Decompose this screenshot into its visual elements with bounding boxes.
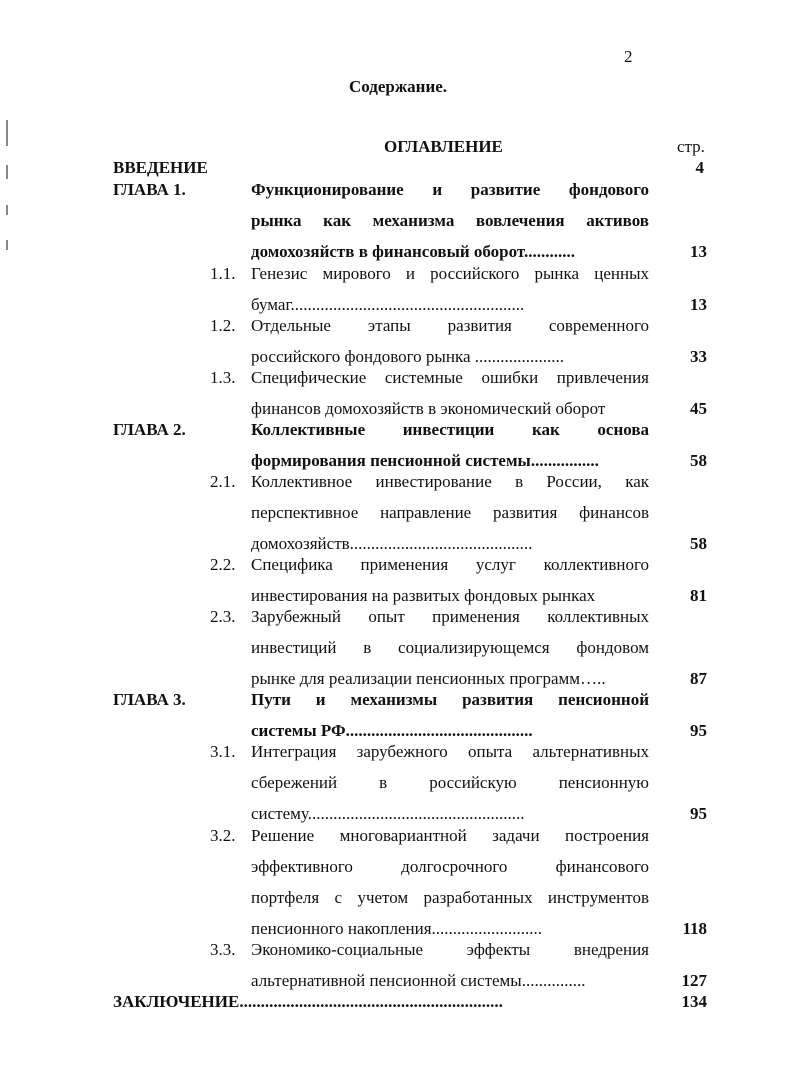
toc-section-line: Зарубежный опыт применения коллективных — [251, 607, 649, 626]
toc-section-line: Экономико-социальные эффекты внедрения — [251, 940, 649, 959]
toc-section-page: 87 — [690, 669, 707, 688]
toc-section-line: российского фондового рынка ..................... — [251, 347, 564, 366]
toc-section-line: перспективное направление развития финансов — [251, 503, 649, 522]
toc-section-number: 2.1. — [210, 472, 236, 491]
toc-section-line: Решение многовариантной задачи построения — [251, 826, 649, 845]
toc-section-number: 1.1. — [210, 264, 236, 283]
toc-chapter-label: ГЛАВА 1. — [113, 180, 186, 199]
toc-section-line: домохозяйств........................................... — [251, 534, 533, 553]
toc-section-line: пенсионного накопления.......................... — [251, 919, 543, 938]
scan-mark — [6, 240, 8, 250]
toc-section-line: Интеграция зарубежного опыта альтернативных — [251, 742, 649, 761]
toc-intro-label: ВВЕДЕНИЕ — [113, 158, 208, 177]
toc-section-line: альтернативной пенсионной системы............... — [251, 971, 586, 990]
scan-mark — [6, 165, 8, 179]
toc-section-line: Отдельные этапы развития современного — [251, 316, 649, 335]
toc-section-number: 1.2. — [210, 316, 236, 335]
toc-title: ОГЛАВЛЕНИЕ — [384, 137, 503, 156]
toc-chapter-title-line: Пути и механизмы развития пенсионной — [251, 690, 649, 709]
toc-chapter-title-line: рынка как механизма вовлечения активов — [251, 211, 649, 230]
toc-section-page: 81 — [690, 586, 707, 605]
toc-section-line: бумаг....................................................... — [251, 295, 525, 314]
toc-chapter-page: 58 — [690, 451, 707, 470]
toc-conclusion-leader: .............................................................. — [239, 992, 503, 1011]
toc-section-line: рынке для реализации пенсионных программ….. — [251, 669, 606, 688]
scan-mark — [6, 205, 8, 215]
toc-section-number: 1.3. — [210, 368, 236, 387]
toc-section-line: портфеля с учетом разработанных инструментов — [251, 888, 649, 907]
toc-section-number: 3.3. — [210, 940, 236, 959]
page-heading: Содержание. — [348, 77, 448, 96]
toc-chapter-label: ГЛАВА 3. — [113, 690, 186, 709]
toc-section-line: Коллективное инвестирование в России, как — [251, 472, 649, 491]
toc-chapter-page: 13 — [690, 242, 707, 261]
toc-conclusion-label — [113, 992, 503, 1012]
toc-section-line: Генезис мирового и российского рынка ценных — [251, 264, 649, 283]
toc-section-number: 2.2. — [210, 555, 236, 574]
toc-section-page: 13 — [690, 295, 707, 314]
toc-section-line: сбережений в российскую пенсионную — [251, 773, 649, 792]
toc-section-page: 118 — [682, 919, 707, 938]
toc-chapter-label: ГЛАВА 2. — [113, 420, 186, 439]
toc-chapter-title-line: формирования пенсионной системы................ — [251, 451, 599, 470]
toc-section-line: Специфика применения услуг коллективного — [251, 555, 649, 574]
toc-section-page: 95 — [690, 804, 707, 823]
toc-conclusion-page: 134 — [681, 992, 707, 1011]
toc-chapter-title-line: Функционирование и развитие фондового — [251, 180, 649, 199]
toc-section-line: систему................................................... — [251, 804, 525, 823]
page-column-label: стр. — [677, 137, 705, 156]
toc-conclusion-text: ЗАКЛЮЧЕНИЕ — [113, 992, 240, 1011]
toc-chapter-title-line: системы РФ............................................ — [251, 721, 533, 740]
toc-chapter-title-line: Коллективные инвестиции как основа — [251, 420, 649, 439]
page-number: 2 — [624, 47, 633, 66]
toc-section-number: 3.2. — [210, 826, 236, 845]
toc-section-line: Специфические системные ошибки привлечения — [251, 368, 649, 387]
toc-chapter-title-line: домохозяйств в финансовый оборот............ — [251, 242, 575, 261]
toc-section-line: инвестиций в социализирующемся фондовом — [251, 638, 649, 657]
scan-mark — [6, 120, 8, 146]
toc-section-line: инвестирования на развитых фондовых рынках — [251, 586, 596, 605]
toc-section-page: 33 — [690, 347, 707, 366]
toc-intro-page: 4 — [695, 158, 704, 177]
toc-section-page: 127 — [681, 971, 707, 990]
toc-section-line: финансов домохозяйств в экономический оборот — [251, 399, 606, 418]
toc-section-number: 2.3. — [210, 607, 236, 626]
toc-chapter-page: 95 — [690, 721, 707, 740]
toc-section-line: эффективного долгосрочного финансового — [251, 857, 649, 876]
toc-section-page: 58 — [690, 534, 707, 553]
toc-section-page: 45 — [690, 399, 707, 418]
toc-section-number: 3.1. — [210, 742, 236, 761]
